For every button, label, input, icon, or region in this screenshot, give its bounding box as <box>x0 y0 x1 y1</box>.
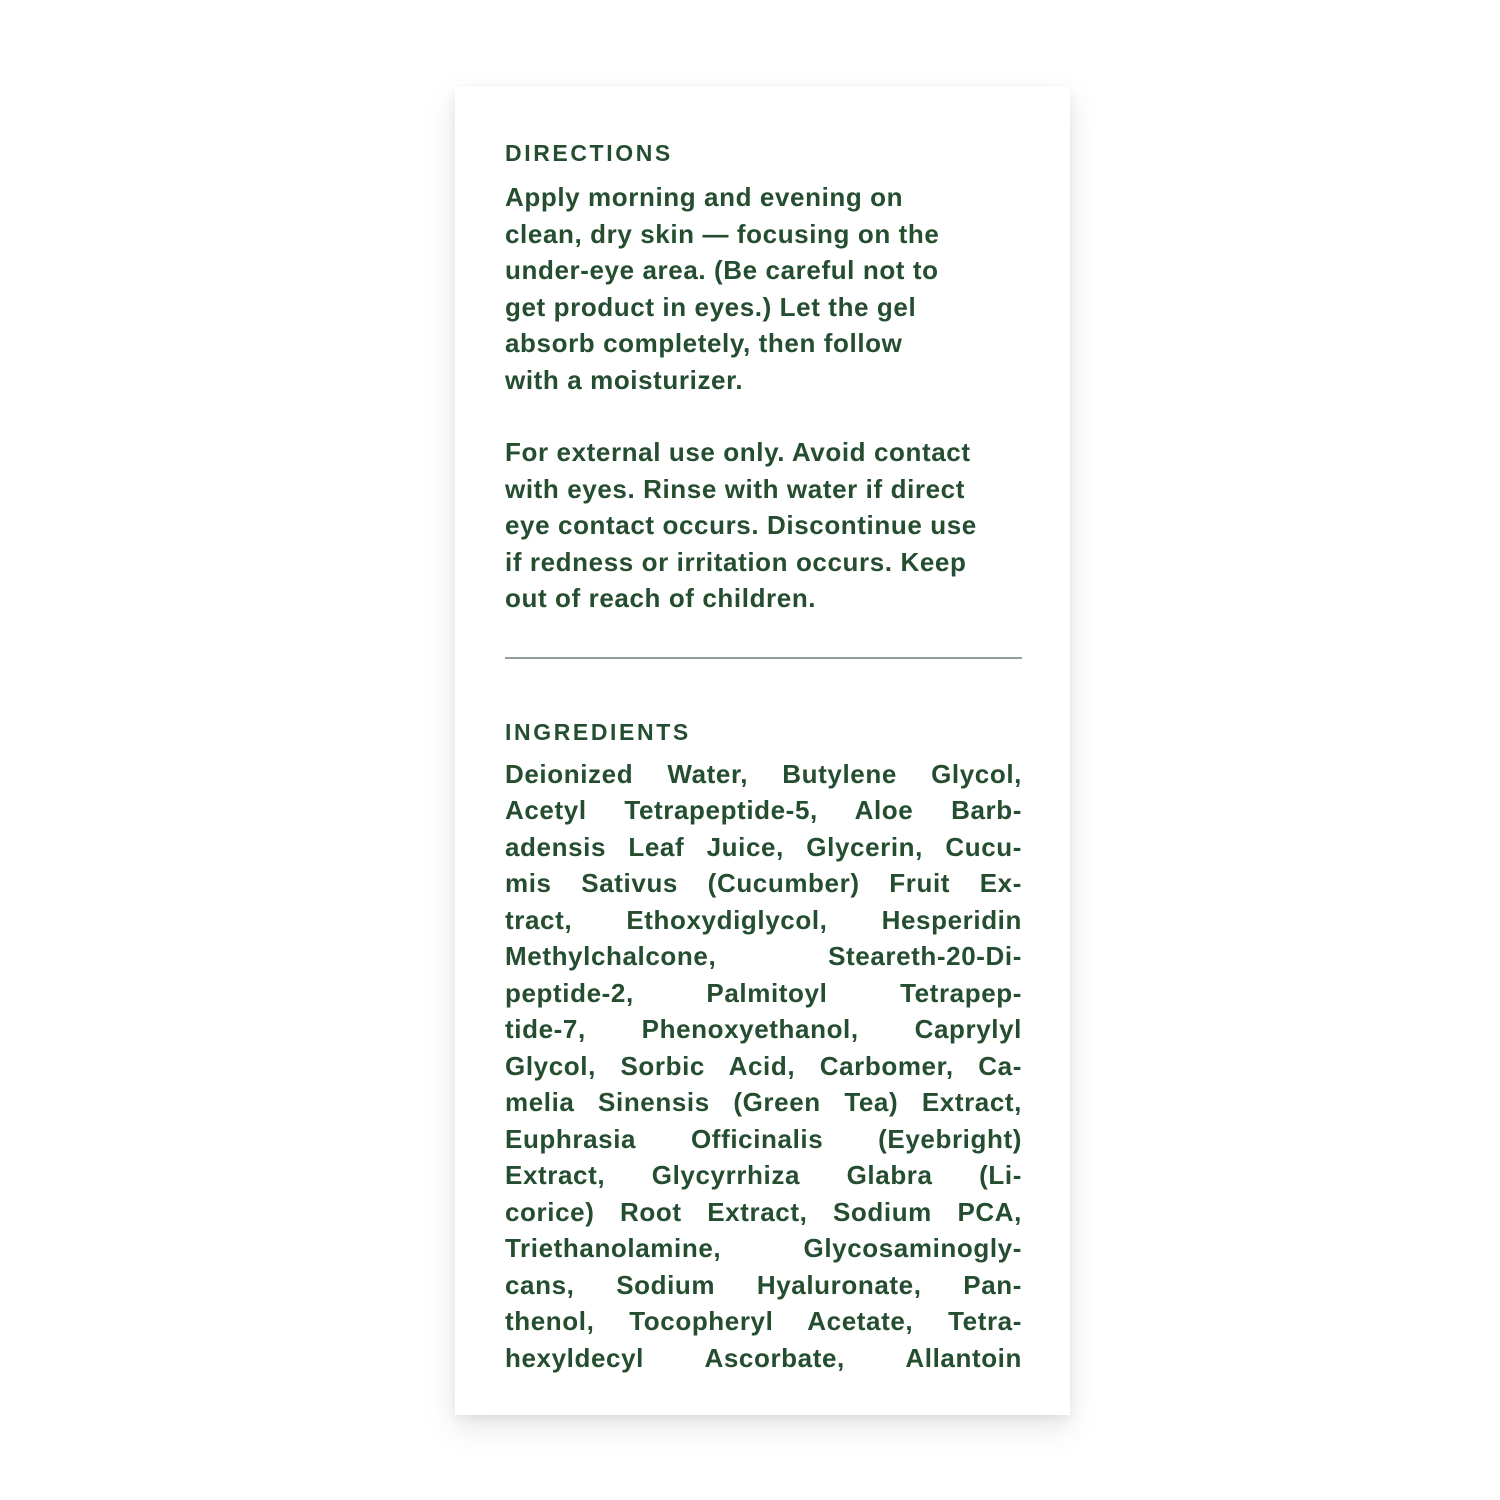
text-line: Deionized Water, Butylene Glycol, <box>505 758 1022 789</box>
text-line: adensis Leaf Juice, Glycerin, Cucu- <box>505 831 1022 862</box>
ingredients-list-paragraph <box>505 756 1022 1377</box>
text-line: Extract, Glycyrrhiza Glabra (Li- <box>505 1160 1022 1190</box>
text-line: get product in eyes.) Let the gel <box>505 291 917 322</box>
text-line: tract, Ethoxydiglycol, Hesperidin <box>505 904 1022 935</box>
text-line: melia Sinensis (Green Tea) Extract, <box>505 1087 1022 1117</box>
text-line: For external use only. Avoid contact <box>505 437 971 467</box>
text-line: under-eye area. (Be careful not to <box>505 255 939 285</box>
directions-warning-paragraph <box>505 434 1022 617</box>
text-line: clean, dry skin — focusing on the <box>505 218 940 249</box>
text-line: corice) Root Extract, Sodium PCA, <box>505 1196 1022 1227</box>
text-line: thenol, Tocopheryl Acetate, Tetra- <box>505 1306 1022 1336</box>
text-line: Glycol, Sorbic Acid, Carbomer, Ca- <box>505 1050 1022 1081</box>
text-line: Euphrasia Officinalis (Eyebright) <box>505 1123 1022 1154</box>
product-label-panel <box>455 87 1070 1415</box>
text-line: absorb completely, then follow <box>505 328 903 358</box>
text-line: if redness or irritation occurs. Keep <box>505 546 967 577</box>
directions-usage-paragraph <box>505 179 1022 398</box>
text-line: mis Sativus (Cucumber) Fruit Ex- <box>505 868 1022 898</box>
ingredients-heading: INGREDIENTS <box>505 718 691 745</box>
text-line: Methylchalcone, Steareth-20-Di- <box>505 941 1022 971</box>
text-line: with a moisturizer. <box>505 364 744 395</box>
text-line: tide-7, Phenoxyethanol, Caprylyl <box>505 1014 1022 1044</box>
directions-heading: DIRECTIONS <box>505 140 673 166</box>
text-line: Acetyl Tetrapeptide-5, Aloe Barb- <box>505 795 1022 825</box>
text-line: peptide-2, Palmitoyl Tetrapep- <box>505 977 1022 1008</box>
text-line: cans, Sodium Hyaluronate, Pan- <box>505 1269 1022 1300</box>
section-divider <box>505 657 1022 659</box>
text-line: eye contact occurs. Discontinue use <box>505 510 977 540</box>
text-line: hexyldecyl Ascorbate, Allantoin <box>505 1342 1022 1373</box>
text-line: Apply morning and evening on <box>505 182 904 212</box>
text-line: out of reach of children. <box>505 583 817 613</box>
text-line: with eyes. Rinse with water if direct <box>505 473 965 504</box>
text-line: Triethanolamine, Glycosaminogly- <box>505 1233 1022 1263</box>
